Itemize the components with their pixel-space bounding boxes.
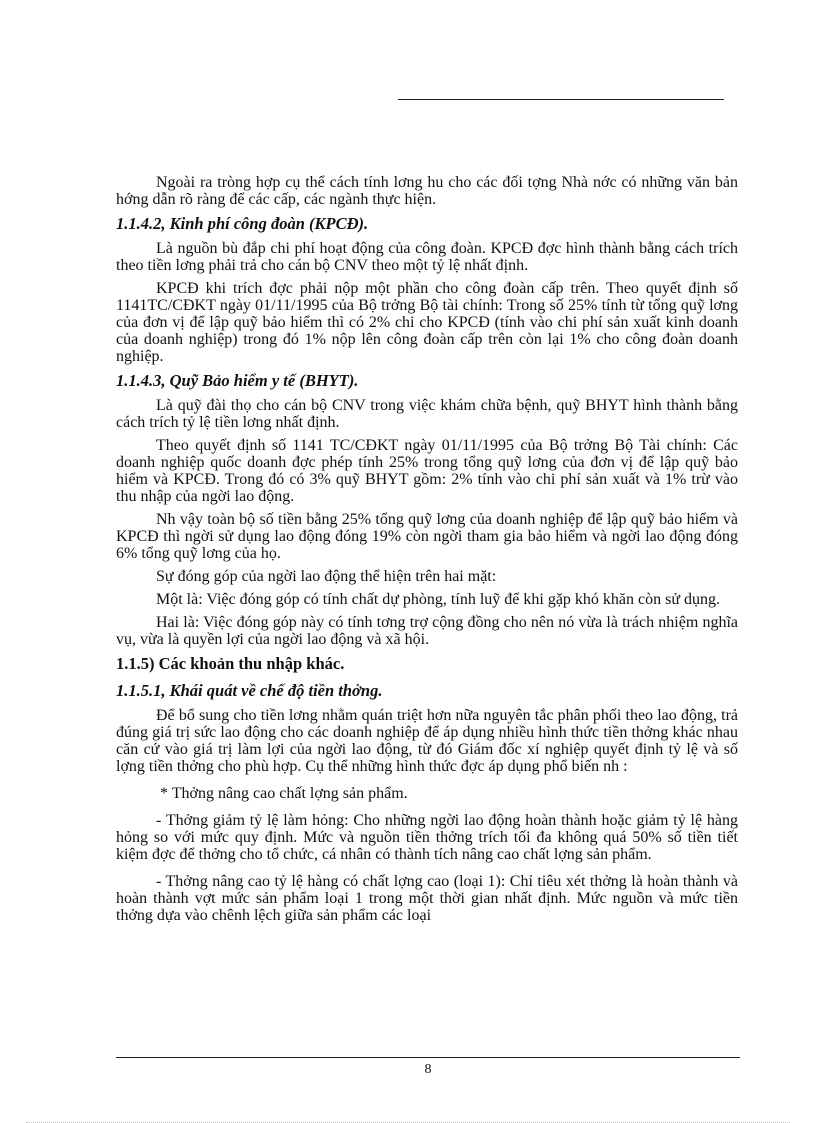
section-heading-1-1-4-2: 1.1.4.2, Kinh phí công đoàn (KPCĐ). <box>116 214 369 233</box>
section-heading-1-1-5: 1.1.5) Các khoản thu nhập khác. <box>116 654 345 673</box>
page-number: 8 <box>424 1062 432 1077</box>
list-item: - Thởng giảm tỷ lệ làm hỏng: Cho những ngời lao động hoàn thành hoặc giảm tỷ lệ hàng hỏng so với mức quy định. Mức và nguồn tiền thởng trích tối đa không quá 50% số tiền tiết kiệm đợc để thởng cho tổ chức, cá nhân có thành tích nâng cao chất lợng sản phẩm. <box>116 812 738 863</box>
paragraph: Là quỹ đài thọ cho cán bộ CNV trong việc khám chữa bệnh, quỹ BHYT hình thành bằng cách trích tỷ lệ tiền lơng nhất định. <box>116 397 738 431</box>
section-heading-1-1-5-1: 1.1.5.1, Khái quát về chế độ tiền thởng. <box>116 681 383 700</box>
section-heading-1-1-4-3: 1.1.4.3, Quỹ Bảo hiểm y tế (BHYT). <box>116 371 359 390</box>
document-body <box>116 174 738 930</box>
footer-rule <box>116 1057 740 1058</box>
bullet-heading: * Thởng nâng cao chất lợng sản phẩm. <box>160 785 408 802</box>
paragraph: Ngoài ra tròng hợp cụ thể cách tính lơng hu cho các đối tợng Nhà nớc có những văn bản hớng dẫn rõ ràng để các cấp, các ngành thực hiện. <box>116 174 738 208</box>
paragraph: Hai là: Việc đóng góp này có tính tơng trợ cộng đồng cho nên nó vừa là trách nhiệm nghĩa vụ, vừa là quyền lợi của ngời lao động và xã hội. <box>116 614 738 648</box>
header-rule <box>398 99 724 100</box>
list-item: - Thởng nâng cao tỷ lệ hàng có chất lợng cao (loại 1): Chỉ tiêu xét thởng là hoàn thành và hoàn thành vợt mức sản phẩm loại 1 trong một thời gian nhất định. Mức nguồn và mức tiền thởng dựa vào chênh lệch giữa sản phẩm các loại <box>116 873 738 924</box>
paragraph: Theo quyết định số 1141 TC/CĐKT ngày 01/11/1995 của Bộ trởng Bộ Tài chính: Các doanh nghiệp quốc doanh đợc phép tính 25% trong tổng quỹ lơng của đơn vị để lập quỹ bảo hiểm và KPCĐ. Trong đó có 3% quỹ BHYT gồm: 2% tính vào chi phí sản xuất và 1% trừ vào thu nhập của ngời lao động. <box>116 437 738 505</box>
paragraph: Để bổ sung cho tiền lơng nhằm quán triệt hơn nữa nguyên tắc phân phối theo lao động, trả đúng giá trị sức lao động cho các doanh nghiệp để áp dụng nhiều hình thức tiền thởng khác nhau căn cứ vào giá trị làm lợi của ngời lao động, từ đó Giám đốc xí nghiệp quyết định tỷ lệ và số lợng tiền thởng cho phù hợp. Cụ thể những hình thức đợc áp dụng phổ biến nh : <box>116 707 738 775</box>
paragraph: KPCĐ khi trích đợc phải nộp một phần cho công đoàn cấp trên. Theo quyết định số 1141TC/CĐKT ngày 01/11/1995 của Bộ trởng Bộ tài chính: Trong số 25% tính từ tổng quỹ lơng của đơn vị để lập quỹ bảo hiểm thì có 2% chi cho KPCĐ (tính vào chi phí sản xuất kinh doanh của doanh nghiệp) trong đó 1% nộp lên công đoàn cấp trên còn lại 1% cho công đoàn doanh nghiệp. <box>116 280 738 365</box>
paragraph: Là nguồn bù đắp chi phí hoạt động của công đoàn. KPCĐ đợc hình thành bằng cách trích theo tiền lơng phải trả cho cán bộ CNV theo một tỷ lệ nhất định. <box>116 240 738 274</box>
paragraph: Sự đóng góp của ngời lao động thể hiện trên hai mặt: <box>156 568 497 585</box>
paragraph: Một là: Việc đóng góp có tính chất dự phòng, tính luỹ để khi gặp khó khăn còn sử dụng. <box>156 591 721 608</box>
paragraph: Nh vậy toàn bộ số tiền bằng 25% tổng quỹ lơng của doanh nghiệp để lập quỹ bảo hiểm và KPCĐ thì ngời sử dụng lao động đóng 19% còn ngời tham gia bảo hiểm và ngời lao động đóng 6% tổng quỹ lơng của họ. <box>116 511 738 562</box>
